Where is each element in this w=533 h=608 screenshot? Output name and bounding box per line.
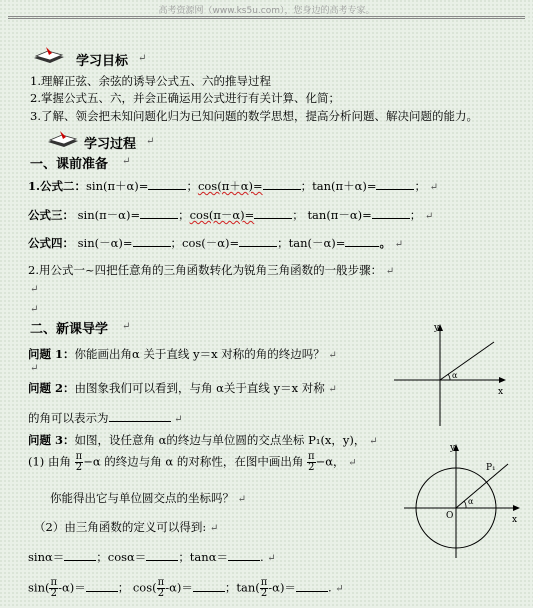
p1-label: P₁	[486, 463, 496, 473]
return-mark: ↵	[394, 239, 403, 250]
question-2-text2: 的角可以表示为	[28, 411, 109, 425]
formula-4-cos: cos(－α)=	[182, 236, 240, 250]
separator: ；	[178, 208, 190, 222]
blank	[263, 178, 301, 190]
separator: ；	[300, 179, 313, 193]
new-lesson-title: 二、新课导学	[30, 322, 109, 337]
separator: ；	[186, 179, 198, 193]
blank	[140, 207, 178, 219]
question-2	[28, 380, 337, 396]
blank	[133, 235, 171, 247]
separator: ；	[409, 208, 422, 222]
q3-1-line2-text: 你能得出它与单位圆交点的坐标吗？	[50, 491, 234, 505]
formula-3-tan: tan(π－α)=	[307, 208, 372, 222]
blank	[193, 580, 225, 592]
return-mark: ↵	[335, 583, 344, 595]
return-mark: ↵	[267, 553, 276, 564]
goal-1: 1.理解正弦、余弦的诱导公式五、六的推导过程	[30, 74, 271, 88]
pi-over-2	[307, 452, 316, 473]
goals-title: 学习目标	[76, 54, 129, 69]
formula-3-label: 公式三：	[28, 208, 74, 222]
question-3-1-line2	[50, 490, 246, 506]
q3-1-post: −α，	[315, 454, 345, 469]
header-rule	[8, 16, 525, 17]
denominator: 2	[260, 588, 268, 599]
goal-2: 2.掌握公式五、六，并会正确运用公式进行有关计算、化简；	[30, 91, 340, 105]
blank	[64, 549, 96, 561]
return-mark: ↵	[328, 350, 337, 361]
denominator: 2	[308, 462, 315, 473]
blank	[148, 178, 186, 190]
formula-2-row	[28, 178, 438, 194]
return-mark: ↵	[328, 384, 337, 395]
dot: .	[259, 550, 264, 564]
return-mark: ↵	[146, 136, 155, 147]
question-3	[28, 432, 377, 448]
book-icon	[44, 128, 82, 150]
return-mark: ↵	[138, 53, 147, 64]
blank	[254, 207, 292, 219]
prep-title: 一、课前准备	[30, 157, 109, 172]
question-2-line2	[28, 410, 183, 426]
return-mark: ↵	[30, 284, 39, 295]
numerator: π	[307, 451, 315, 462]
minus-alpha: -α)＝	[268, 580, 296, 595]
pi-over-2	[49, 578, 58, 599]
formula-2-cos: cos(π＋α)=	[197, 179, 263, 193]
question-3-2	[34, 519, 218, 535]
formula-2-sin: sin(π＋α)=	[86, 179, 149, 193]
q3-1-mid: −α 的终边与角 α 的对称性，在图中画出角	[83, 454, 304, 469]
q3-2-text: （2）由三角函数的定义可以得到:	[34, 520, 207, 534]
y-label: y	[450, 443, 456, 453]
formula-3-cos: cos(π－α)=	[189, 208, 255, 222]
question-2-label: 问题 2：	[28, 381, 75, 395]
return-mark: ↵	[348, 457, 357, 469]
separator: ；	[170, 236, 183, 250]
question-3-1	[28, 452, 357, 473]
header-rule-2	[8, 18, 525, 19]
period: 。	[379, 236, 391, 250]
origin-label: O	[446, 511, 454, 521]
separator: ；	[414, 179, 426, 193]
blank	[372, 207, 410, 219]
pi-over-2	[260, 578, 269, 599]
alpha-label: α	[452, 371, 458, 380]
question-3-label: 问题 3：	[28, 433, 75, 447]
angle-arc	[448, 374, 450, 380]
minus-alpha: -α)＝	[58, 580, 86, 595]
return-mark: ↵	[385, 266, 395, 277]
return-mark: ↵	[174, 414, 183, 425]
formula-4-row	[28, 235, 403, 251]
blank	[345, 235, 379, 247]
page-header: 高考资源网（www.ks5u.com），您身边的高考专家。	[158, 6, 375, 16]
numerator: π	[260, 577, 268, 588]
return-mark: ↵	[237, 494, 247, 505]
return-mark: ↵	[209, 523, 219, 534]
formula-3-row	[28, 207, 433, 223]
pi-over-2	[75, 452, 84, 473]
question-3-text: 如图，设任意角 α的终边与单位圆的交点坐标 P₁(x，y)，	[74, 433, 366, 447]
y-label: y	[434, 323, 440, 333]
item-2	[28, 262, 394, 278]
line-sin: sinα＝	[28, 550, 65, 564]
blank	[376, 178, 414, 190]
formula-4-tan: tan(－α)=	[288, 236, 346, 250]
x-arrow	[499, 377, 506, 383]
last-sin: sin(	[28, 580, 50, 595]
question-1	[28, 346, 337, 362]
blank	[109, 410, 171, 422]
x-label: x	[498, 387, 504, 397]
definition-line	[28, 549, 276, 565]
numerator: π	[157, 577, 165, 588]
denominator: 2	[157, 588, 165, 599]
line-tan: ；tanα＝	[178, 550, 228, 564]
alpha-label: α	[468, 497, 474, 506]
return-mark: ↵	[30, 363, 39, 374]
question-1-text: 你能画出角α 关于直线 y＝x 对称的角的终边吗？	[74, 347, 325, 361]
unit-circle-figure	[400, 440, 526, 562]
x-arrow	[513, 505, 520, 511]
formula-4-sin: sin(－α)=	[77, 236, 133, 250]
pi-over-2	[157, 578, 166, 599]
blank	[146, 549, 178, 561]
blank	[296, 580, 328, 592]
return-mark: ↵	[369, 436, 378, 447]
last-tan: ；tan(	[224, 580, 260, 595]
question-1-label: 问题 1：	[28, 347, 75, 361]
denominator: 2	[75, 462, 83, 473]
formula-2-tan: tan(π＋α)=	[312, 179, 377, 193]
return-mark: ↵	[30, 304, 39, 315]
denominator: 2	[50, 588, 57, 599]
book-icon	[30, 44, 68, 66]
return-mark: ↵	[122, 156, 131, 167]
blank	[86, 580, 118, 592]
item-2-text: 2.用公式一~四把任意角的三角函数转化为锐角三角函数的一般步骤：	[28, 263, 383, 277]
minus-alpha: -α)＝	[165, 580, 193, 595]
angle-arc	[464, 501, 466, 508]
goal-3: 3.了解、领会把未知问题化归为已知问题的数学思想，提高分析问题、解决问题的能力。	[30, 109, 478, 123]
formula-2-label: 1.公式二：	[28, 179, 87, 193]
return-mark: ↵	[429, 182, 439, 193]
cofunction-line	[28, 578, 344, 599]
return-mark: ↵	[122, 321, 131, 332]
formula-4-label: 公式四：	[28, 236, 74, 250]
x-label: x	[512, 515, 518, 525]
last-cos: ； cos(	[117, 580, 157, 595]
return-mark: ↵	[424, 211, 434, 222]
numerator: π	[50, 577, 58, 588]
dot: .	[327, 580, 332, 595]
line-cos: ；cosα＝	[96, 550, 147, 564]
blank	[239, 235, 277, 247]
angle-figure	[390, 318, 510, 430]
separator: ；	[277, 236, 289, 250]
q3-1-pre: (1) 由角	[28, 454, 71, 469]
separator: ；	[292, 208, 304, 222]
process-title: 学习过程	[84, 137, 137, 152]
blank	[228, 549, 260, 561]
numerator: π	[75, 451, 83, 462]
question-2-text: 由图象我们可以看到，与角 α关于直线 y＝x 对称	[74, 381, 325, 395]
formula-3-sin: sin(π－α)=	[77, 208, 141, 222]
